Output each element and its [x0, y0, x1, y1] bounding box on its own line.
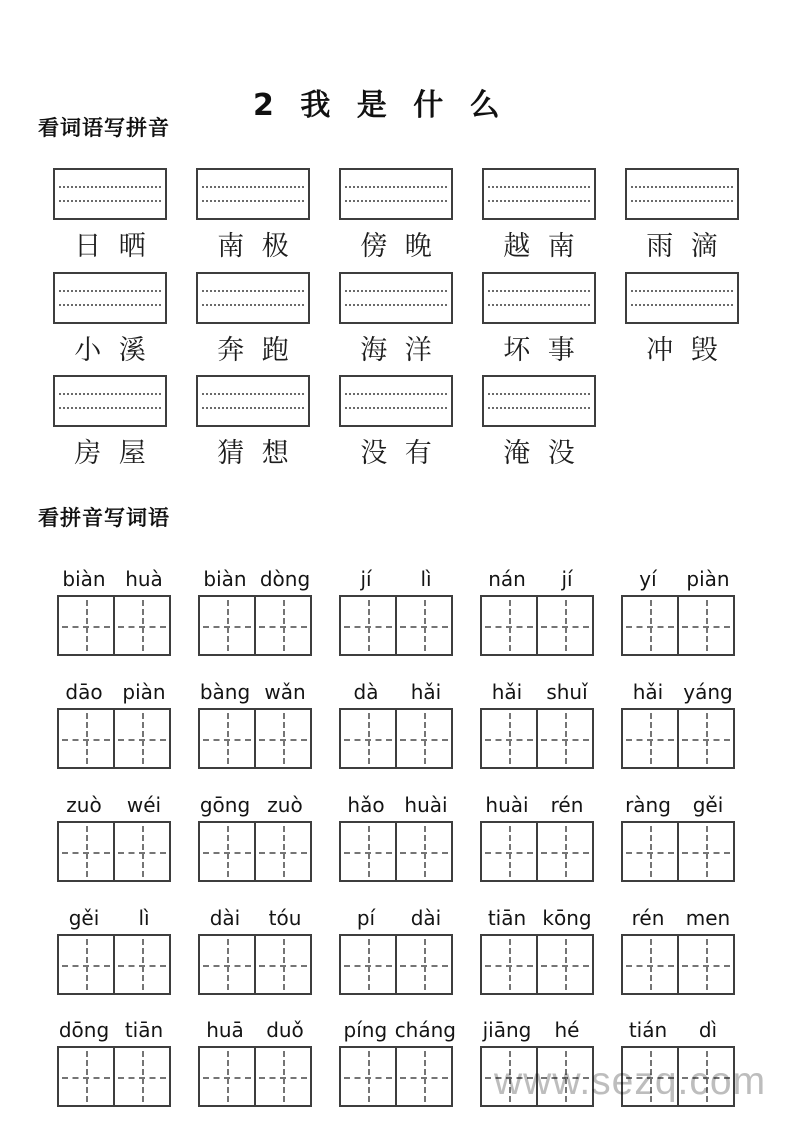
- pinyin-label: [195, 1017, 315, 1043]
- watermark: www.sezq.com: [494, 1060, 767, 1103]
- word-label: 猜 想: [217, 438, 289, 469]
- pinyin-syllable: men: [685, 906, 731, 930]
- character-answer-grid[interactable]: [198, 708, 312, 769]
- pinyin-label: [477, 679, 597, 705]
- pinyin-syllable: zuò: [267, 793, 303, 817]
- pinyin-label: [618, 792, 738, 818]
- grid-cell[interactable]: [538, 823, 592, 880]
- word-group: [53, 375, 167, 470]
- grid-cell[interactable]: [256, 1048, 310, 1105]
- pinyin-group: [57, 792, 171, 882]
- pinyin-label: [336, 905, 456, 931]
- word-label: 海 洋: [360, 335, 432, 366]
- pinyin-answer-box[interactable]: [482, 168, 596, 220]
- grid-cell[interactable]: [679, 823, 733, 880]
- pinyin-syllable: huà: [125, 567, 163, 591]
- page-title: 2 我 是 什 么: [253, 88, 508, 123]
- pinyin-group: [621, 792, 735, 882]
- character-answer-grid[interactable]: [198, 934, 312, 995]
- grid-cell[interactable]: [482, 936, 538, 993]
- pinyin-answer-box[interactable]: [53, 168, 167, 220]
- pinyin-syllable: tián: [628, 1018, 668, 1042]
- pinyin-syllable: yáng: [683, 680, 733, 704]
- pinyin-syllable: dài: [209, 906, 241, 930]
- pinyin-syllable: yí: [639, 567, 657, 591]
- word-label: 傍 晚: [360, 231, 432, 262]
- word-group: [196, 375, 310, 470]
- character-answer-grid[interactable]: [57, 1046, 171, 1107]
- grid-cell[interactable]: [397, 710, 451, 767]
- pinyin-answer-box[interactable]: [482, 272, 596, 324]
- word-group: [53, 272, 167, 367]
- pinyin-label: [54, 566, 174, 592]
- word-group: [482, 375, 596, 470]
- pinyin-syllable: lì: [138, 906, 150, 930]
- pinyin-group: [480, 905, 594, 995]
- character-answer-grid[interactable]: [339, 1046, 453, 1107]
- grid-cell[interactable]: [200, 597, 256, 654]
- pinyin-label: [54, 792, 174, 818]
- word-group: [339, 375, 453, 470]
- pinyin-syllable: tiān: [487, 906, 527, 930]
- grid-cell[interactable]: [200, 710, 256, 767]
- pinyin-answer-box[interactable]: [196, 375, 310, 427]
- pinyin-label: [618, 679, 738, 705]
- grid-cell[interactable]: [397, 936, 451, 993]
- pinyin-answer-box[interactable]: [53, 375, 167, 427]
- pinyin-label: [54, 679, 174, 705]
- character-answer-grid[interactable]: [480, 821, 594, 882]
- pinyin-syllable: dà: [353, 680, 379, 704]
- pinyin-group: [621, 905, 735, 995]
- pinyin-syllable: píng: [343, 1018, 388, 1042]
- pinyin-row: [57, 792, 735, 882]
- character-answer-grid[interactable]: [621, 708, 735, 769]
- pinyin-label: [336, 792, 456, 818]
- word-group: [482, 168, 596, 263]
- word-group: [53, 168, 167, 263]
- pinyin-syllable: dài: [410, 906, 442, 930]
- grid-cell[interactable]: [679, 710, 733, 767]
- character-answer-grid[interactable]: [480, 708, 594, 769]
- grid-cell[interactable]: [679, 936, 733, 993]
- grid-cell[interactable]: [256, 823, 310, 880]
- grid-cell[interactable]: [623, 936, 679, 993]
- pinyin-label: [336, 679, 456, 705]
- pinyin-syllable: huài: [404, 793, 448, 817]
- grid-cell[interactable]: [397, 1048, 451, 1105]
- pinyin-group: [480, 679, 594, 769]
- word-label: 日 晒: [74, 231, 146, 262]
- pinyin-answer-box[interactable]: [482, 375, 596, 427]
- character-answer-grid[interactable]: [621, 595, 735, 656]
- word-group: [196, 272, 310, 367]
- pinyin-group: [198, 1017, 312, 1107]
- pinyin-label: [618, 566, 738, 592]
- grid-cell[interactable]: [59, 1048, 115, 1105]
- pinyin-syllable: ràng: [625, 793, 671, 817]
- word-group: [482, 272, 596, 367]
- grid-cell[interactable]: [200, 823, 256, 880]
- pinyin-answer-box[interactable]: [196, 168, 310, 220]
- pinyin-group: [339, 679, 453, 769]
- grid-cell[interactable]: [341, 823, 397, 880]
- grid-cell[interactable]: [623, 823, 679, 880]
- pinyin-group: [480, 792, 594, 882]
- pinyin-label: [477, 905, 597, 931]
- word-row: [53, 168, 739, 263]
- pinyin-group: [57, 679, 171, 769]
- grid-cell[interactable]: [679, 597, 733, 654]
- word-label: 冲 毁: [646, 335, 718, 366]
- character-answer-grid[interactable]: [621, 934, 735, 995]
- pinyin-syllable: kōng: [542, 906, 592, 930]
- grid-cell[interactable]: [200, 936, 256, 993]
- pinyin-label: [54, 905, 174, 931]
- grid-cell[interactable]: [538, 710, 592, 767]
- word-label: 雨 滴: [646, 231, 718, 262]
- word-group: [339, 272, 453, 367]
- pinyin-group: [57, 1017, 171, 1107]
- grid-cell[interactable]: [115, 710, 169, 767]
- pinyin-syllable: hé: [554, 1018, 580, 1042]
- grid-cell[interactable]: [397, 597, 451, 654]
- pinyin-group: [621, 566, 735, 656]
- pinyin-syllable: pí: [356, 906, 376, 930]
- pinyin-syllable: huā: [206, 1018, 244, 1042]
- pinyin-syllable: jí: [561, 567, 573, 591]
- word-label: 奔 跑: [217, 335, 289, 366]
- grid-cell[interactable]: [482, 710, 538, 767]
- pinyin-group: [480, 566, 594, 656]
- grid-cell[interactable]: [59, 597, 115, 654]
- grid-cell[interactable]: [115, 1048, 169, 1105]
- pinyin-syllable: dōng: [58, 1018, 110, 1042]
- pinyin-answer-box[interactable]: [196, 272, 310, 324]
- pinyin-group: [339, 1017, 456, 1107]
- grid-cell[interactable]: [115, 597, 169, 654]
- word-group: [625, 168, 739, 263]
- pinyin-syllable: jí: [360, 567, 372, 591]
- pinyin-group: [198, 566, 312, 656]
- pinyin-syllable: wǎn: [264, 680, 306, 704]
- pinyin-syllable: wéi: [126, 793, 162, 817]
- pinyin-label: [618, 905, 738, 931]
- pinyin-label: [336, 566, 456, 592]
- pinyin-group: [57, 566, 171, 656]
- character-answer-grid[interactable]: [198, 821, 312, 882]
- grid-cell[interactable]: [341, 710, 397, 767]
- word-row: [53, 375, 596, 470]
- grid-cell[interactable]: [115, 936, 169, 993]
- pinyin-syllable: dòng: [259, 567, 311, 591]
- pinyin-syllable: gōng: [199, 793, 251, 817]
- pinyin-row: [57, 905, 735, 995]
- word-group: [339, 168, 453, 263]
- grid-cell[interactable]: [538, 936, 592, 993]
- grid-cell[interactable]: [256, 597, 310, 654]
- character-answer-grid[interactable]: [480, 934, 594, 995]
- pinyin-label: [477, 792, 597, 818]
- word-row: [53, 272, 739, 367]
- pinyin-label: [618, 1017, 738, 1043]
- section1-heading: 看词语写拼音: [38, 116, 170, 140]
- grid-cell[interactable]: [341, 597, 397, 654]
- pinyin-group: [339, 905, 453, 995]
- pinyin-syllable: piàn: [122, 680, 166, 704]
- pinyin-syllable: gěi: [692, 793, 724, 817]
- pinyin-syllable: lì: [420, 567, 432, 591]
- grid-cell[interactable]: [397, 823, 451, 880]
- pinyin-answer-box[interactable]: [339, 272, 453, 324]
- character-answer-grid[interactable]: [198, 595, 312, 656]
- pinyin-syllable: hǎo: [347, 793, 385, 817]
- character-answer-grid[interactable]: [198, 1046, 312, 1107]
- pinyin-label: [336, 1017, 456, 1043]
- pinyin-row: [57, 679, 735, 769]
- pinyin-syllable: tiān: [124, 1018, 164, 1042]
- pinyin-syllable: piàn: [686, 567, 730, 591]
- pinyin-syllable: biàn: [203, 567, 247, 591]
- grid-cell[interactable]: [341, 1048, 397, 1105]
- pinyin-group: [57, 905, 171, 995]
- grid-cell[interactable]: [482, 597, 538, 654]
- pinyin-answer-box[interactable]: [339, 168, 453, 220]
- pinyin-answer-box[interactable]: [53, 272, 167, 324]
- grid-cell[interactable]: [59, 823, 115, 880]
- character-answer-grid[interactable]: [339, 821, 453, 882]
- grid-cell[interactable]: [256, 710, 310, 767]
- pinyin-syllable: biàn: [62, 567, 106, 591]
- grid-cell[interactable]: [59, 710, 115, 767]
- pinyin-group: [621, 679, 735, 769]
- character-answer-grid[interactable]: [621, 821, 735, 882]
- word-label: 越 南: [503, 231, 575, 262]
- section2-heading: 看拼音写词语: [38, 506, 170, 530]
- pinyin-answer-box[interactable]: [339, 375, 453, 427]
- pinyin-syllable: duǒ: [266, 1018, 304, 1042]
- pinyin-syllable: tóu: [268, 906, 302, 930]
- pinyin-answer-box[interactable]: [625, 272, 739, 324]
- pinyin-group: [339, 792, 453, 882]
- pinyin-row: [57, 566, 735, 656]
- character-answer-grid[interactable]: [57, 821, 171, 882]
- word-group: [196, 168, 310, 263]
- pinyin-syllable: hǎi: [410, 680, 442, 704]
- pinyin-label: [54, 1017, 174, 1043]
- character-answer-grid[interactable]: [339, 708, 453, 769]
- pinyin-group: [339, 566, 453, 656]
- word-label: 小 溪: [74, 335, 146, 366]
- grid-cell[interactable]: [59, 936, 115, 993]
- word-label: 房 屋: [74, 438, 146, 469]
- pinyin-syllable: jiāng: [482, 1018, 532, 1042]
- pinyin-label: [477, 566, 597, 592]
- pinyin-label: [195, 566, 315, 592]
- word-label: 坏 事: [503, 335, 575, 366]
- pinyin-label: [477, 1017, 597, 1043]
- word-group: [625, 272, 739, 367]
- character-answer-grid[interactable]: [57, 708, 171, 769]
- word-label: 南 极: [217, 231, 289, 262]
- pinyin-syllable: shuǐ: [546, 680, 588, 704]
- character-answer-grid[interactable]: [57, 934, 171, 995]
- grid-cell[interactable]: [200, 1048, 256, 1105]
- grid-cell[interactable]: [482, 823, 538, 880]
- grid-cell[interactable]: [623, 597, 679, 654]
- pinyin-label: [195, 905, 315, 931]
- pinyin-syllable: hǎi: [632, 680, 664, 704]
- pinyin-syllable: dāo: [65, 680, 103, 704]
- pinyin-syllable: rén: [631, 906, 665, 930]
- character-answer-grid[interactable]: [480, 595, 594, 656]
- grid-cell[interactable]: [115, 823, 169, 880]
- character-answer-grid[interactable]: [339, 934, 453, 995]
- grid-cell[interactable]: [623, 710, 679, 767]
- grid-cell[interactable]: [341, 936, 397, 993]
- pinyin-syllable: rén: [550, 793, 584, 817]
- grid-cell[interactable]: [538, 597, 592, 654]
- pinyin-syllable: bàng: [199, 680, 251, 704]
- pinyin-syllable: dì: [698, 1018, 718, 1042]
- pinyin-label: [195, 679, 315, 705]
- pinyin-syllable: nán: [488, 567, 526, 591]
- word-label: 没 有: [360, 438, 432, 469]
- character-answer-grid[interactable]: [339, 595, 453, 656]
- pinyin-group: [198, 792, 312, 882]
- character-answer-grid[interactable]: [57, 595, 171, 656]
- pinyin-answer-box[interactable]: [625, 168, 739, 220]
- pinyin-group: [198, 679, 312, 769]
- pinyin-syllable: gěi: [68, 906, 100, 930]
- pinyin-syllable: cháng: [394, 1018, 456, 1042]
- grid-cell[interactable]: [256, 936, 310, 993]
- pinyin-label: [195, 792, 315, 818]
- pinyin-syllable: huài: [485, 793, 529, 817]
- word-label: 淹 没: [503, 438, 575, 469]
- pinyin-syllable: zuò: [66, 793, 102, 817]
- pinyin-group: [198, 905, 312, 995]
- pinyin-syllable: hǎi: [491, 680, 523, 704]
